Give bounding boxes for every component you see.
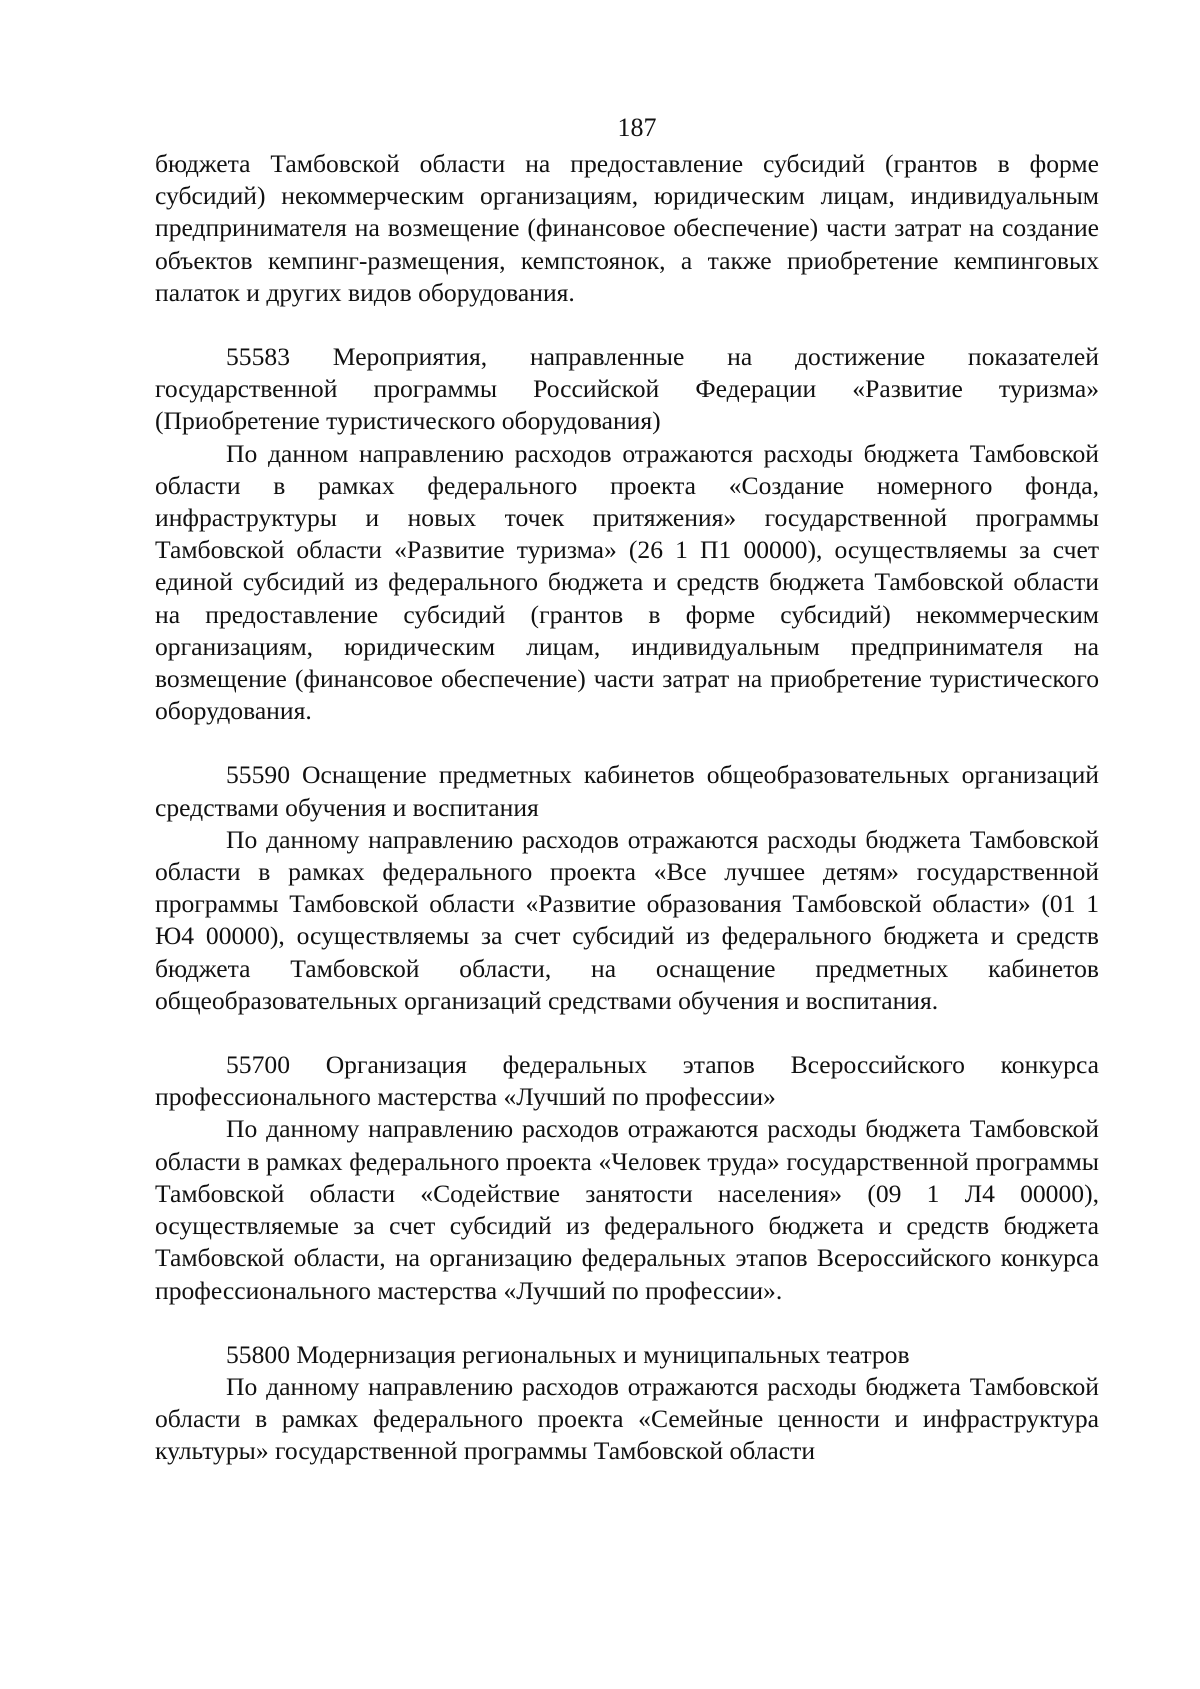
section-heading-55583: 55583 Мероприятия, направленные на достижение показателей государственной программы Российской Федерации «Развитие туризма» (Приобретение туристического оборудования) (155, 342, 1099, 436)
section-gap (155, 309, 1099, 341)
paragraph-55700: По данному направлению расходов отражаются расходы бюджета Тамбовской области в рамках федерального проекта «Человек труда» государственной программы Тамбовской области «Содействие занятости населения» (09 1 Л4 00000), осуществляемые за счет субсидий из федерального бюджета и средств бюджета Тамбовской области, на организацию федеральных этапов Всероссийского конкурса профессионального мастерства «Лучший по профессии». (155, 1114, 1099, 1305)
section-gap (155, 727, 1099, 759)
section-heading-55800: 55800 Модернизация региональных и муниципальных театров (226, 1339, 910, 1369)
section-gap (155, 1017, 1099, 1049)
paragraph-55590: По данному направлению расходов отражаются расходы бюджета Тамбовской области в рамках федерального проекта «Все лучшее детям» государственной программы Тамбовской области «Развитие образования Тамбовской области» (01 1 Ю4 00000), осуществляемы за счет субсидий из федерального бюджета и средств бюджета Тамбовской области, на оснащение предметных кабинетов общеобразовательных организаций средствами обучения и воспитания. (155, 824, 1099, 1015)
page-number: 187 (617, 113, 657, 142)
paragraph-55583: По данном направлению расходов отражаются расходы бюджета Тамбовской области в рамках федерального проекта «Создание номерного фонда, инфраструктуры и новых точек притяжения» государственной программы Тамбовской области «Развитие туризма» (26 1 П1 00000), осуществляемы за счет единой субсидий из федерального бюджета и средств бюджета Тамбовской области на предоставление субсидий (грантов в форме субсидий) некоммерческим организациям, юридическим лицам, индивидуальным предпринимателя на возмещение (финансовое обеспечение) части затрат на приобретение туристического оборудования. (155, 438, 1099, 726)
section-gap (155, 1307, 1099, 1339)
section-heading-55700: 55700 Организация федеральных этапов Всероссийского конкурса профессионального мастерства «Лучший по профессии» (155, 1050, 1099, 1112)
section-heading-55590: 55590 Оснащение предметных кабинетов общеобразовательных организаций средствами обучения и воспитания (155, 760, 1099, 822)
paragraph-continuation: бюджета Тамбовской области на предоставление субсидий (грантов в форме субсидий) некоммерческим организациям, юридическим лицам, индивидуальным предпринимателя на возмещение (финансовое обеспечение) части затрат на создание объектов кемпинг-размещения, кемпстоянок, а также приобретение кемпинговых палаток и других видов оборудования. (155, 149, 1099, 307)
paragraph-55800: По данному направлению расходов отражаются расходы бюджета Тамбовской области в рамках федерального проекта «Семейные ценности и инфраструктура культуры» государственной программы Тамбовской области (155, 1371, 1099, 1466)
